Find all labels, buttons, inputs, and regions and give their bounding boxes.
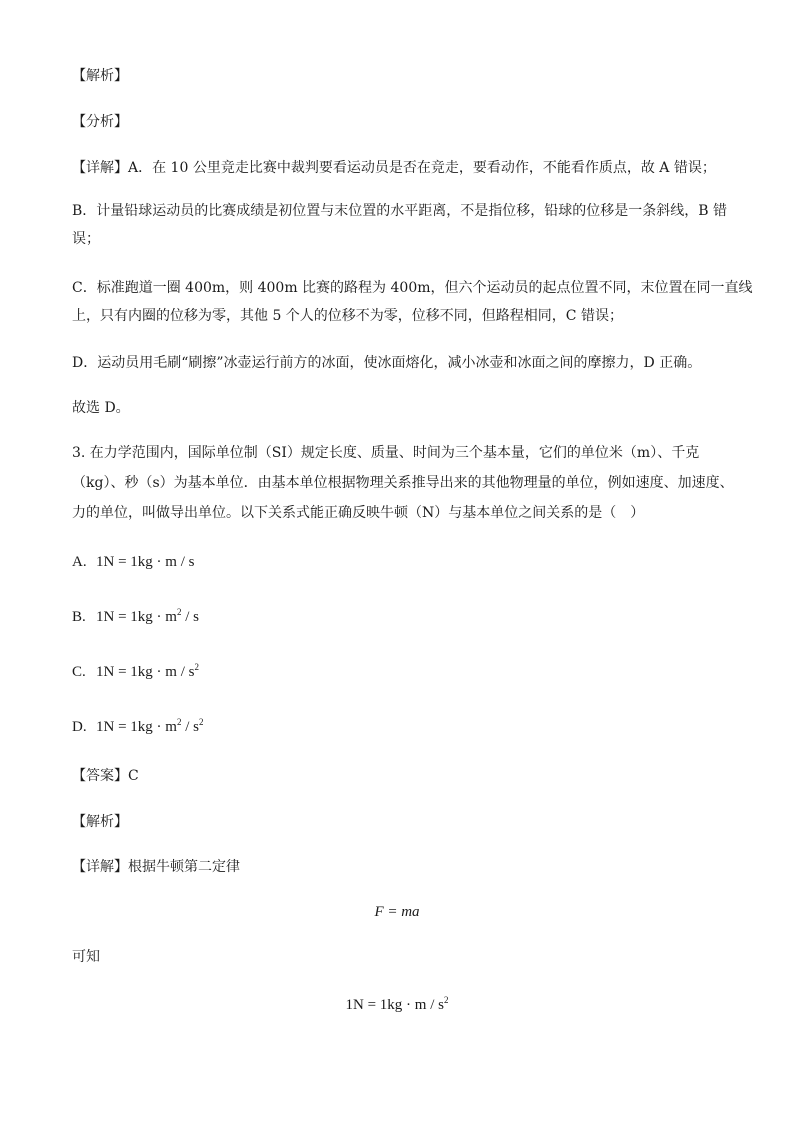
- option-d: [72, 717, 203, 737]
- option-label: C.: [72, 664, 86, 680]
- option-c: [72, 662, 199, 682]
- equation-newton-second-law: F = ma: [374, 904, 420, 920]
- xiangjie-line-2: B．计量铅球运动员的比赛成绩是初位置与末位置的水平距离，不是指位移，铅球的位移是一条斜线，B 错: [72, 203, 728, 219]
- exponent: 2: [194, 662, 199, 672]
- exponent: 2: [198, 717, 204, 727]
- xiangjie-line-4: C．标准跑道一圈 400m，则 400m 比赛的路程为 400m，但六个运动员的起点位置不同，末位置在同一直线: [72, 280, 753, 296]
- option-label: A.: [72, 554, 87, 570]
- option-b: [72, 607, 199, 627]
- question-3-line-1: 3. 在力学范围内，国际单位制（SI）规定长度、质量、时间为三个基本量，它们的单位米（m）、千克: [72, 445, 700, 461]
- option-formula: 1N = 1kg · m: [96, 719, 177, 735]
- exponent: 2: [176, 607, 182, 617]
- option-formula-tail: / s: [181, 609, 199, 625]
- section-fenxi-heading: 【分析】: [72, 114, 128, 130]
- question-3-line-3: 力的单位，叫做导出单位。以下关系式能正确反映牛顿（N）与基本单位之间关系的是（ ）: [72, 505, 645, 521]
- keji-line: 可知: [72, 949, 100, 965]
- xiangjie-line-7: 故选 D。: [72, 400, 130, 416]
- answer-line: 【答案】C: [72, 768, 139, 784]
- option-formula: 1N = 1kg · m / s: [96, 554, 195, 570]
- option-label: D.: [72, 719, 87, 735]
- option-formula: 1N = 1kg · m / s: [96, 664, 195, 680]
- option-label: B.: [72, 609, 86, 625]
- xiangjie-line-5: 上，只有内圈的位移为零，其他 5 个人的位移不为零，位移不同，但路程相同，C 错误；: [72, 308, 623, 324]
- answer-xiangjie-line: 【详解】根据牛顿第二定律: [72, 859, 240, 875]
- xiangjie-line-6: D．运动员用毛刷“刷擦”冰壶运行前方的冰面，使冰面熔化，减小冰壶和冰面之间的摩擦力，D 正确。: [72, 355, 702, 371]
- exponent: 2: [176, 717, 182, 727]
- xiangjie-line-3: 误；: [72, 231, 100, 247]
- exponent: 2: [443, 995, 449, 1005]
- section-jiexi-heading: 【解析】: [72, 68, 128, 84]
- answer-jiexi-heading: 【解析】: [72, 814, 128, 830]
- option-formula-tail: / s: [181, 719, 199, 735]
- xiangjie-line-1: 【详解】A．在 10 公里竞走比赛中裁判要看运动员是否在竞走，要看动作，不能看作质点，故 A 错误；: [72, 160, 716, 176]
- equation-main: 1N = 1kg · m / s: [345, 997, 444, 1013]
- question-3-line-2: （kg）、秒（s）为基本单位．由基本单位根据物理关系推导出来的其他物理量的单位，例如速度、加速度、: [72, 475, 734, 491]
- equation-newton-unit: [0, 995, 794, 1015]
- option-formula: 1N = 1kg · m: [96, 609, 177, 625]
- option-a: [72, 552, 194, 572]
